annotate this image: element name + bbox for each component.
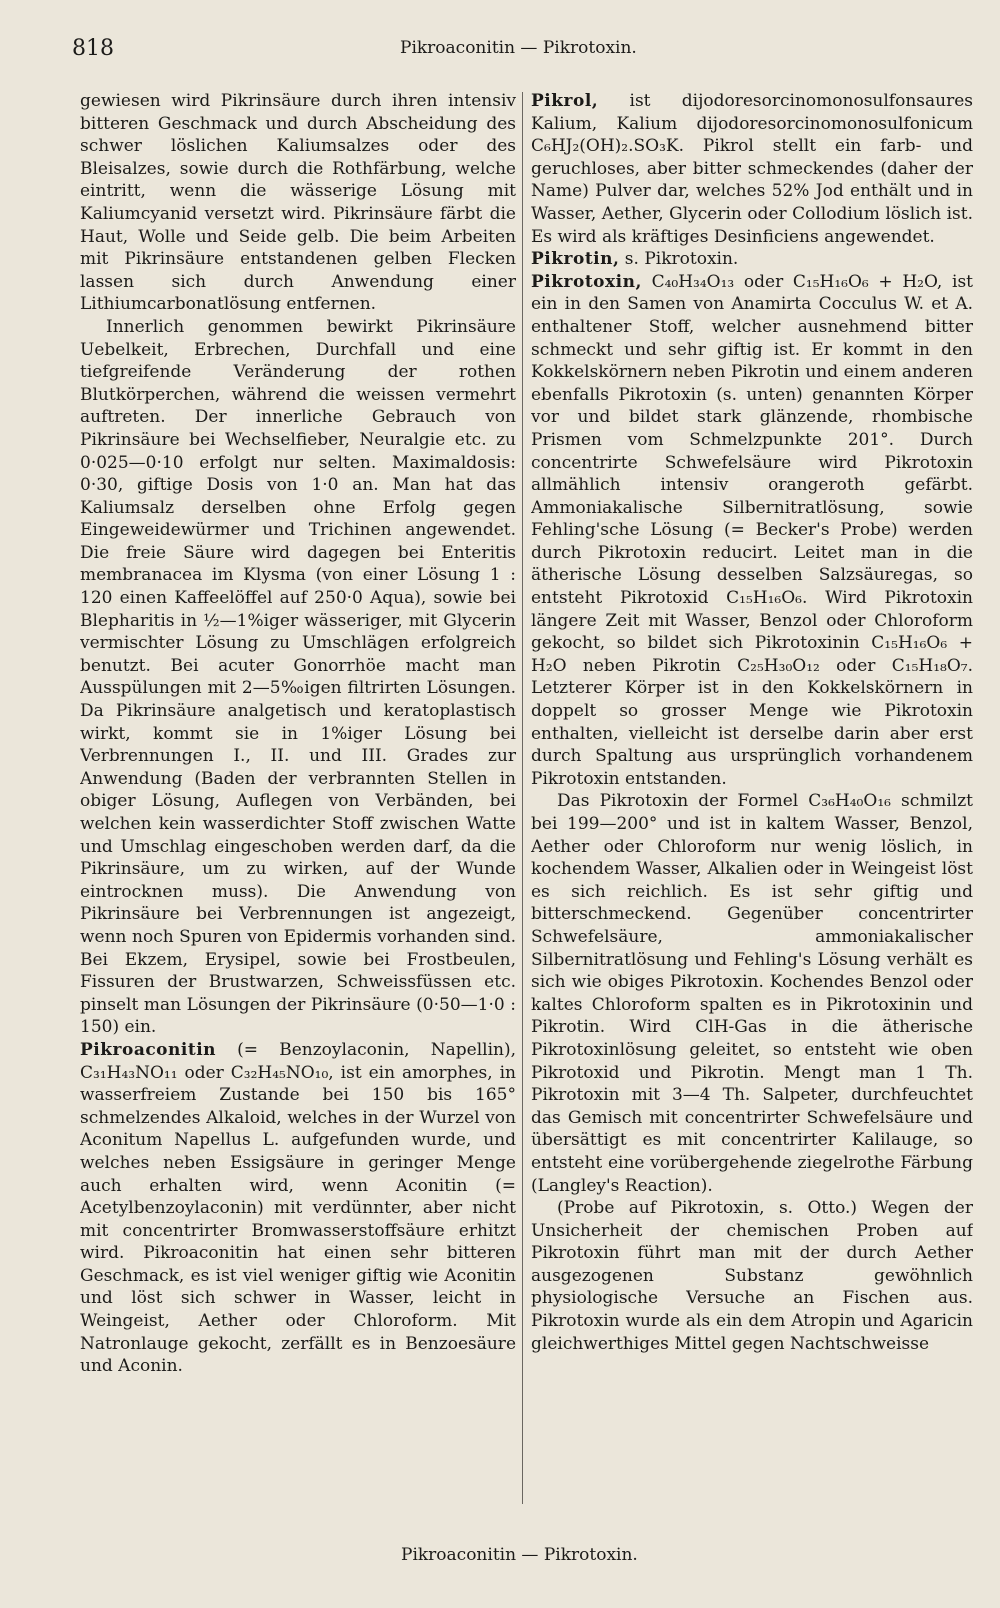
paragraph: gewiesen wird Pikrinsäure durch ihren intensiv bitteren Geschmack und durch Abscheidung des schwer löslichen Kaliumsalzes oder des Bleisalzes, sowie durch die Rothfärbung, welche eintritt, wenn die wässerige Lösung mit Kaliumcyanid versetzt wird. Pikrinsäure färbt die Haut, Wolle und Seide gelb. Die beim Arbeiten mit Pikrinsäure entstandenen gelben Flecken lassen sich durch Anwendung einer Lithiumcarbonatlösung entfernen. [80, 91, 516, 315]
entry-pikroaconitin: Pikroaconitin (= Benzoylaconin, Napellin), C₃₁H₄₃NO₁₁ oder C₃₂H₄₅NO₁₀, ist ein amorphes, in wasserfreiem Zustande bei 150 bis 165° schmelzendes Alkaloid, welches in der Wurzel von Aconitum Napellus L. aufgefunden wurde, und welches neben Essigsäure in geringer Menge auch erhalten wird, wenn Aconitin (= Acetylbenzoylaconin) mit verdünnter, aber nicht mit concentrirter Bromwasserstoffsäure erhitzt wird. Pikroaconitin hat einen sehr bitteren Geschmack, es ist viel weniger giftig wie Aconitin und löst sich schwer in Wasser, leicht in Weingeist, Aether oder Chloroform. Mit Natronlauge gekocht, zerfällt es in Benzoesäure und Aconin. [80, 1039, 516, 1377]
entry-headword: Pikroaconitin [80, 1039, 217, 1060]
paragraph: Innerlich genommen bewirkt Pikrinsäure Uebelkeit, Erbrechen, Durchfall und eine tiefgreifende Veränderung der rothen Blutkörperchen, während die weissen vermehrt auftreten. Der innerliche Gebrauch von Pikrinsäure bei Wechselfieber, Neuralgie etc. zu 0·025—0·10 erfolgt nur selten. Maximaldosis: 0·30, giftige Dosis von 1·0 an. Man hat das Kaliumsalz derselben ohne Erfolg gegen Eingeweidewürmer und Trichinen angewendet. Die freie Säure wird dagegen bei Enteritis membranacea im Klysma (von einer Lösung 1 : 120 einen Kaffeelöffel auf 250·0 Aqua), sowie bei Blepharitis in ½—1%iger wässeriger, mit Glycerin vermischter Lösung zu Umschlägen erfolgreich benutzt. Bei acuter Gonorrhöe macht man Ausspülungen mit 2—5‰igen filtrirten Lösungen. Da Pikrinsäure analgetisch und keratoplastisch wirkt, kommt sie in 1%iger Lösung bei Verbrennungen I., II. und III. Grades zur Anwendung (Baden der verbrannten Stellen in obiger Lösung, Auflegen von Verbänden, bei welchen kein wasserdichter Stoff zwischen Watte und Umschlag eingeschoben werden darf, da die Pikrinsäure, um zu wirken, auf der Wunde eintrocknen muss). Die Anwendung von Pikrinsäure bei Verbrennungen ist angezeigt, wenn noch Spuren von Epidermis vorhanden sind. Bei Ekzem, Erysipel, sowie bei Frostbeulen, Fissuren der Brustwarzen, Schweissfüssen etc. pinselt man Lösungen der Pikrinsäure (0·50—1·0 : 150) ein. [80, 316, 516, 1038]
entry-headword: Pikrol, [531, 91, 599, 111]
entry-headword: Pikrotoxin, [531, 271, 642, 292]
paragraph: (Probe auf Pikrotoxin, s. Otto.) Wegen der Unsicherheit der chemischen Proben auf Pikrotoxin führt man mit der durch Aether ausgezogenen Substanz gewöhnlich physiologische Versuche an Fischen aus. Pikrotoxin wurde als ein dem Atropin und Agaricin gleichwerthiges Mittel gegen Nachtschweisse [531, 1198, 973, 1354]
right-column [531, 90, 973, 1510]
column-divider [522, 92, 523, 1504]
entry-headword: Pikrotin, [531, 249, 620, 270]
running-head: Pikroaconitin — Pikrotoxin. [400, 38, 637, 58]
paragraph: Das Pikrotoxin der Formel C₃₆H₄₀O₁₆ schmilzt bei 199—200° und ist in kaltem Wasser, Benzol, Aether oder Chloroform nur wenig löslich, in kochendem Wasser, Alkalien oder in Weingeist löst es sich reichlich. Es ist sehr giftig und bitterschmeckend. Gegenüber concentrirter Schwefelsäure, ammoniakalischer Silbernitratlösung und Fehling's Lösung verhält es sich wie obiges Pikrotoxin. Kochendes Benzol oder kaltes Chloroform spalten es in Pikrotoxinin und Pikrotin. Wird ClH-Gas in die ätherische Pikrotoxinlösung geleitet, so entsteht wie oben Pikrotoxid und Pikrotin. Mengt man 1 Th. Pikrotoxin mit 3—4 Th. Salpeter, durchfeuchtet das Gemisch mit concentrirter Schwefelsäure und übersättigt es mit concentrirter Kalilauge, so entsteht eine vorübergehende ziegelrothe Färbung (Langley's Reaction). [531, 791, 973, 1196]
entry-pikrol: Pikrol, ist dijodoresorcinomonosulfonsaures Kalium, Kalium dijodoresorcinomonosulfonicum C₆HJ₂(OH)₂.SO₃K. Pikrol stellt ein farb- und geruchloses, aber bitter schmeckendes (daher der Name) Pulver dar, welches 52% Jod enthält und in Wasser, Aether, Glycerin oder Collodium löslich ist. Es wird als kräftiges Desinficiens angewendet. [531, 91, 973, 247]
page-footer: Pikroaconitin — Pikrotoxin. [401, 1545, 638, 1565]
page-number: 818 [72, 36, 114, 61]
entry-pikrotoxin: Pikrotoxin, C₄₀H₃₄O₁₃ oder C₁₅H₁₆O₆ + H₂O, ist ein in den Samen von Anamirta Cocculus W. et A. enthaltener Stoff, welcher ausnehmend bitter schmeckt und sehr giftig ist. Er kommt in den Kokkelskörnern neben Pikrotin und einem anderen ebenfalls Pikrotoxin (s. unten) genannten Körper vor und bildet stark glänzende, rhombische Prismen vom Schmelzpunkte 201°. Durch concentrirte Schwefelsäure wird Pikrotoxin allmählich intensiv orangeroth gefärbt. Ammoniakalische Silbernitratlösung, sowie Fehling'sche Lösung (= Becker's Probe) werden durch Pikrotoxin reducirt. Leitet man in die ätherische Lösung desselben Salzsäuregas, so entsteht Pikrotoxid C₁₅H₁₆O₆. Wird Pikrotoxin längere Zeit mit Wasser, Benzol oder Chloroform gekocht, so bildet sich Pikrotoxinin C₁₅H₁₆O₆ + H₂O neben Pikrotin C₂₅H₃₀O₁₂ oder C₁₅H₁₈O₇. Letzterer Körper ist in den Kokkelskörnern in doppelt so grosser Menge wie Pikrotoxin enthalten, vielleicht ist derselbe darin aber erst durch Spaltung aus ursprünglich vorhandenem Pikrotoxin entstanden. [531, 271, 973, 789]
entry-pikrotin: Pikrotin, s. Pikrotoxin. [531, 249, 739, 270]
left-column [80, 90, 516, 1510]
